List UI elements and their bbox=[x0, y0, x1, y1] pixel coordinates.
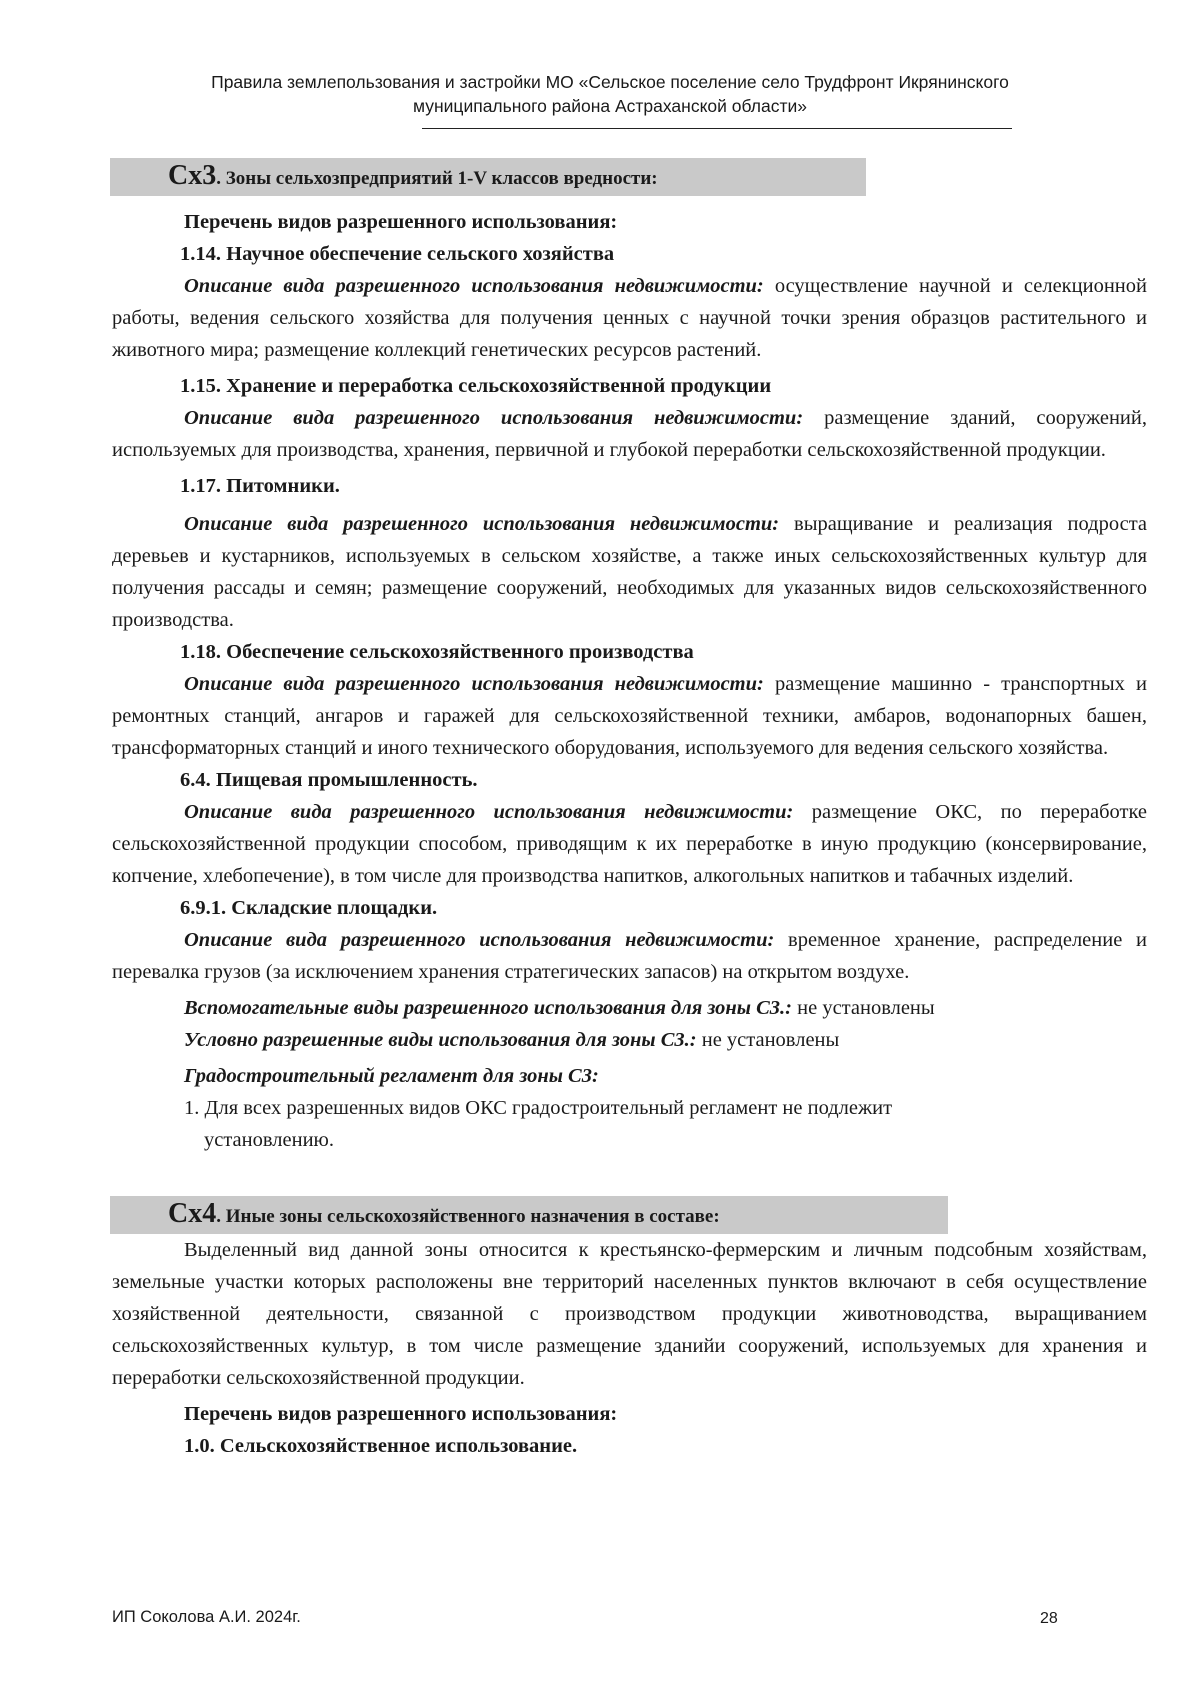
document-body bbox=[112, 158, 1147, 1462]
running-header bbox=[150, 70, 1070, 118]
auxiliary-uses bbox=[112, 992, 1147, 1024]
use-description-1-15 bbox=[112, 402, 1147, 466]
conditional-uses-value: не установлены bbox=[696, 1029, 840, 1051]
regulation-list bbox=[112, 1092, 1147, 1156]
zone-title-cx4: . Иные зоны сельскохозяйственного назначения в составе: bbox=[216, 1206, 720, 1227]
use-heading-1-14: 1.14. Научное обеспечение сельского хозяйства bbox=[180, 243, 615, 265]
footer-author: ИП Соколова А.И. 2024г. bbox=[112, 1608, 301, 1626]
page-number: 28 bbox=[1040, 1610, 1058, 1627]
description-text: размещение зданий, сооружений, используемых для производства, хранения, первичной и глубокой переработки сельскохозяйственной продукции. bbox=[112, 407, 1148, 461]
description-label: Описание вида разрешенного использования недвижимости: bbox=[184, 513, 780, 535]
zone-code-cx4: Сх4 bbox=[168, 1198, 217, 1229]
auxiliary-uses-label: Вспомогательные виды разрешенного использования для зоны С3.: bbox=[184, 997, 792, 1019]
description-label: Описание вида разрешенного использования недвижимости: bbox=[184, 275, 764, 297]
description-label: Описание вида разрешенного использования недвижимости: bbox=[184, 801, 794, 823]
use-description-1-14 bbox=[112, 270, 1147, 366]
use-heading-6-9-1: 6.9.1. Складские площадки. bbox=[180, 897, 438, 919]
description-text: размещение ОКС, по переработке сельскохозяйственной продукции способом, приводящим к их переработке в иную продукцию (консервирование, копчение, хлебопечение), в том числе для производства напитков, алкогольных напитков и табачных изделий. bbox=[112, 801, 1147, 887]
use-description-1-18 bbox=[112, 668, 1147, 764]
description-label: Описание вида разрешенного использования недвижимости: bbox=[184, 407, 804, 429]
description-label: Описание вида разрешенного использования недвижимости: bbox=[184, 929, 775, 951]
regulation-heading: Градостроительный регламент для зоны С3: bbox=[184, 1065, 599, 1087]
regulation-item-1: 1. Для всех разрешенных видов ОКС градостроительный регламент не подлежит bbox=[184, 1097, 893, 1119]
use-description-6-4 bbox=[112, 796, 1147, 892]
description-text: временное хранение, распределение и перевалка грузов (за исключением хранения стратегических запасов) на открытом воздухе. bbox=[112, 929, 1147, 983]
permitted-uses-heading-cx4: Перечень видов разрешенного использования: bbox=[184, 1403, 618, 1425]
description-text: размещение машинно - транспортных и ремонтных станций, ангаров и гаражей для сельскохозяйственной техники, амбаров, водонапорных башен, трансформаторных станций и иного технического оборудования, используемого для ведения сельского хозяйства. bbox=[112, 673, 1147, 759]
permitted-uses-heading-cx3: Перечень видов разрешенного использования: bbox=[184, 211, 618, 233]
regulation-item-1-continued: установлению. bbox=[204, 1129, 334, 1151]
auxiliary-uses-value: не установлены bbox=[792, 997, 935, 1019]
zone-title-cx3: . Зоны сельхозпредприятий 1-V классов вредности: bbox=[216, 168, 658, 189]
description-text: осуществление научной и селекционной работы, ведения сельского хозяйства для получения ценных с научной точки зрения образцов растительного и животного мира; размещение коллекций генетических ресурсов растений. bbox=[112, 275, 1147, 361]
zone-code-cx3: Сх3 bbox=[168, 160, 217, 191]
use-heading-1-18: 1.18. Обеспечение сельскохозяйственного производства bbox=[180, 641, 694, 663]
conditional-uses-label: Условно разрешенные виды использования для зоны С3.: bbox=[184, 1029, 697, 1051]
description-label: Описание вида разрешенного использования недвижимости: bbox=[184, 673, 764, 695]
header-line-1: Правила землепользования и застройки МО «Сельское поселение село Трудфронт Икрянинского bbox=[211, 72, 1009, 92]
use-description-1-17 bbox=[112, 508, 1147, 636]
header-line-2: муниципального района Астраханской области» bbox=[413, 96, 807, 116]
header-rule bbox=[422, 128, 1012, 129]
use-heading-1-15: 1.15. Хранение и переработка сельскохозяйственной продукции bbox=[180, 375, 772, 397]
use-heading-6-4: 6.4. Пищевая промышленность. bbox=[180, 769, 478, 791]
zone-heading-cx3 bbox=[110, 158, 866, 196]
description-text: выращивание и реализация подроста деревьев и кустарников, используемых в сельском хозяйстве, а также иных сельскохозяйственных культур для получения рассады и семян; размещение сооружений, необходимых для указанных видов сельскохозяйственного производства. bbox=[112, 513, 1148, 631]
zone-description-cx4: Выделенный вид данной зоны относится к крестьянско-фермерским и личным подсобным хозяйствам, земельные участки которых расположены вне территорий населенных пунктов включают в себя осуществление хозяйственной деятельности, связанной с производством продукции животноводства, выращиванием сельскохозяйственных культур, в том числе размещение зданийи сооружений, используемых для хранения и переработки сельскохозяйственной продукции. bbox=[112, 1239, 1147, 1389]
use-heading-1-17: 1.17. Питомники. bbox=[180, 475, 340, 497]
use-heading-1-0: 1.0. Сельскохозяйственное использование. bbox=[184, 1435, 578, 1457]
zone-heading-cx4 bbox=[110, 1196, 948, 1234]
use-description-6-9-1 bbox=[112, 924, 1147, 988]
conditional-uses bbox=[112, 1024, 1147, 1056]
